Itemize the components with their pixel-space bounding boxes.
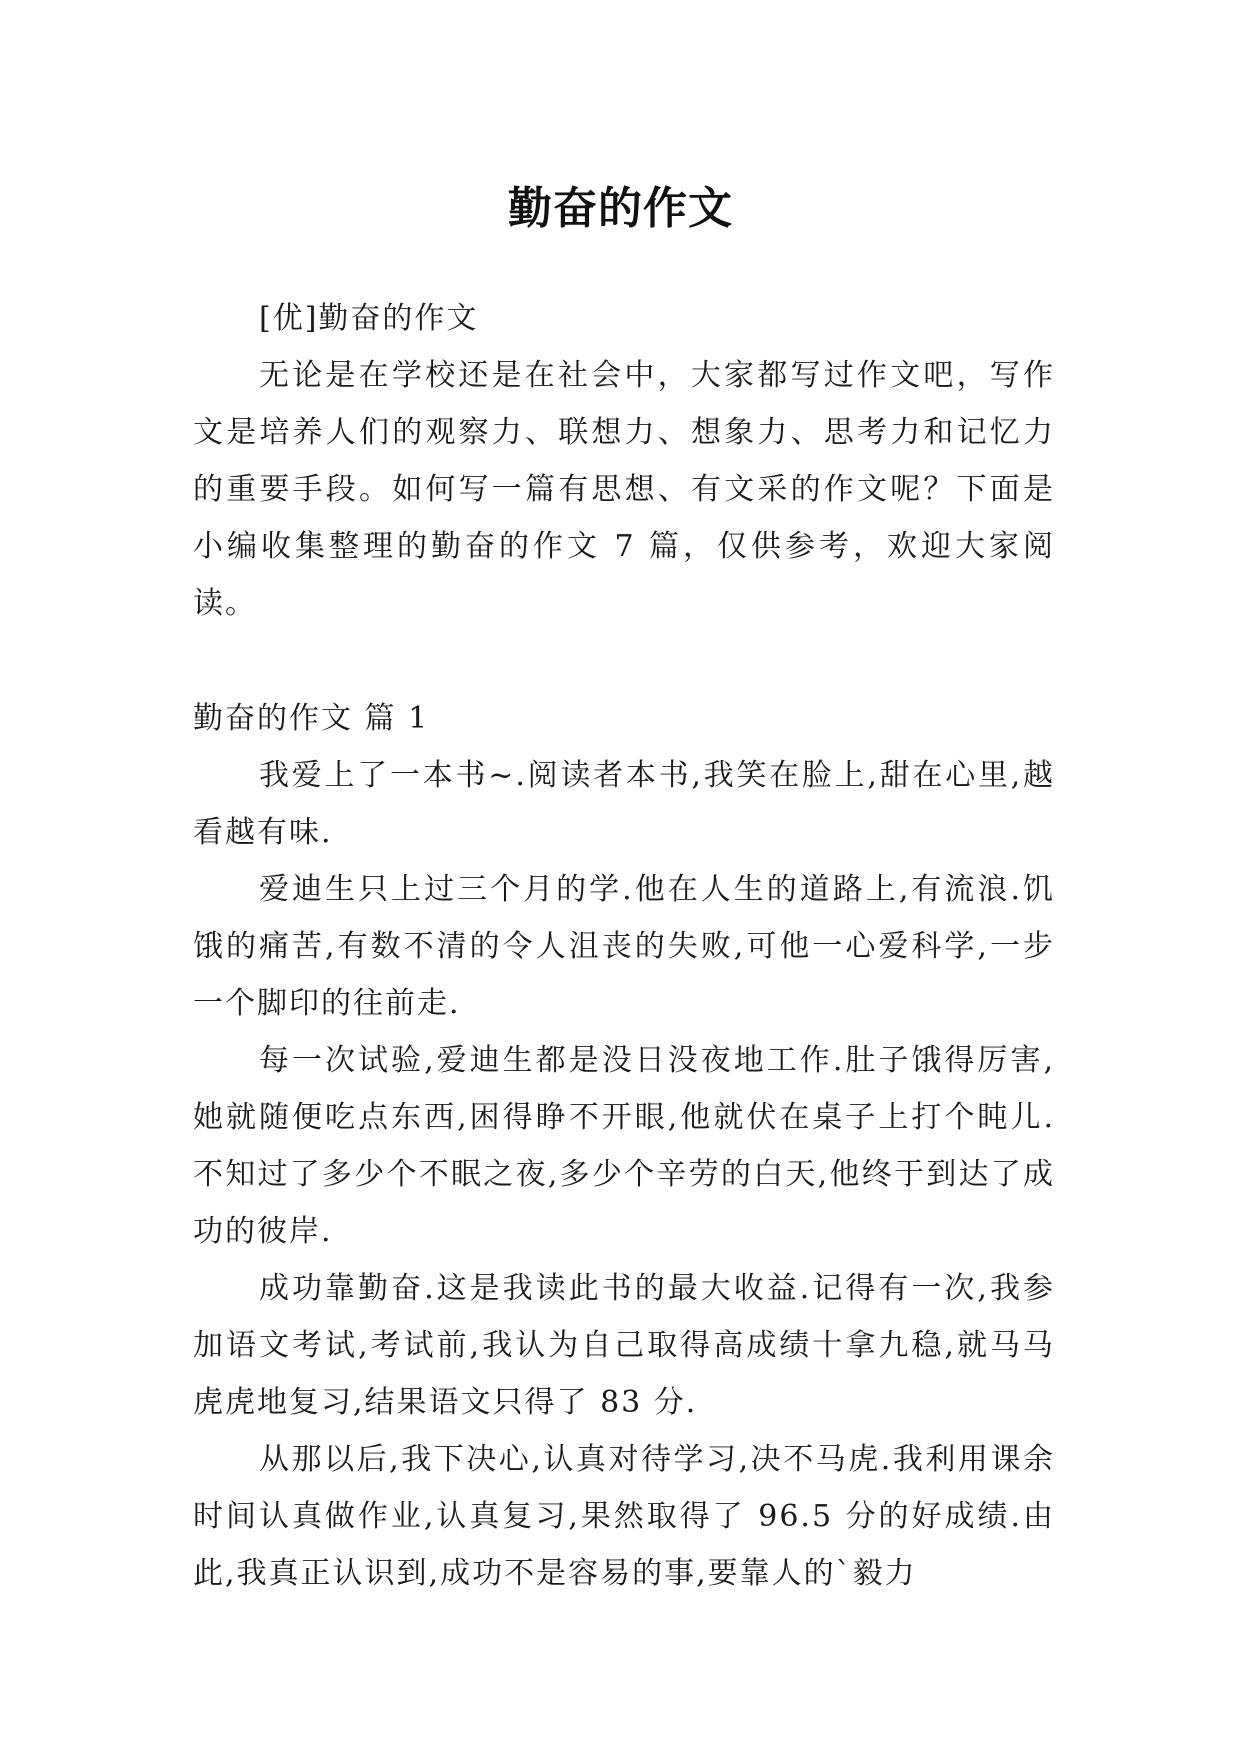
section-heading: 勤奋的作文 篇 1 (193, 701, 430, 736)
document-title: 勤奋的作文 (508, 183, 733, 235)
body-paragraph-4: 成功靠勤奋.这是我读此书的最大收益.记得有一次,我参加语文考试,考试前,我认为自己取得高成绩十拿九稳,就马马虎虎地复习,结果语文只得了 83 分. (193, 1271, 1055, 1420)
body-paragraph-1: 我爱上了一本书~.阅读者本书,我笑在脸上,甜在心里,越看越有味. (193, 758, 1055, 850)
body-paragraph-3: 每一次试验,爱迪生都是没日没夜地工作.肚子饿得厉害,她就随便吃点东西,困得睁不开眼,他就伏在桌子上打个盹儿.不知过了多少个不眠之夜,多少个辛劳的白天,他终于到达了成功的彼岸. (193, 1043, 1055, 1249)
intro-paragraph: 无论是在学校还是在社会中，大家都写过作文吧，写作文是培养人们的观察力、联想力、想象力、思考力和记忆力的重要手段。如何写一篇有思想、有文采的作文呢？下面是小编收集整理的勤奋的作文 7 篇，仅供参考，欢迎大家阅读。 (193, 358, 1055, 621)
section-spacer (193, 632, 1055, 690)
intro-subtitle: [优]勤奋的作文 (259, 301, 479, 336)
body-paragraph-2: 爱迪生只上过三个月的学.他在人生的道路上,有流浪.饥饿的痛苦,有数不清的令人沮丧的失败,可他一心爱科学,一步一个脚印的往前走. (193, 872, 1055, 1021)
document-body (193, 290, 1055, 1602)
body-paragraph-5: 从那以后,我下决心,认真对待学习,决不马虎.我利用课余时间认真做作业,认真复习,果然取得了 96.5 分的好成绩.由此,我真正认识到,成功不是容易的事,要靠人的`毅力 (193, 1442, 1055, 1591)
